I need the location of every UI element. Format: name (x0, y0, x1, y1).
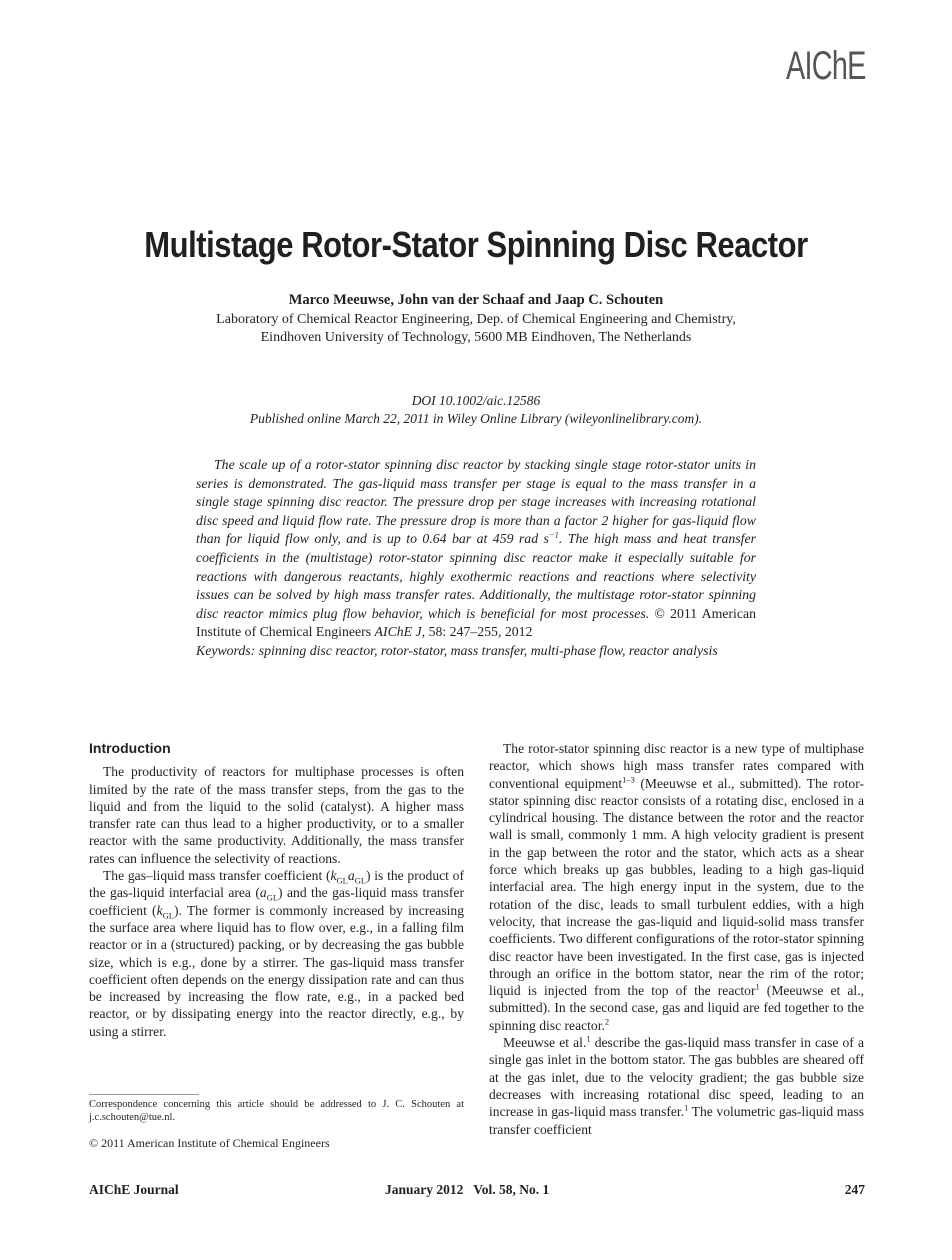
published-online-line: Published online March 22, 2011 in Wiley Online Library (wileyonlinelibrary.com). (249, 411, 703, 426)
right-p2-text-a: Meeuwse et al. (503, 1035, 587, 1051)
right-p2-text-b: describe the gas-liquid mass transfer in case of a single gas inlet in the bottom stator. The gas bubbles are sheared off at the gas inlet, due to the velocity gradient; the gas bubble size decreases with increasing rotational disc speed, leading to an increase in gas-liquid mass transfer. (489, 1035, 864, 1120)
subscript-gl: GL (354, 875, 367, 886)
right-p1-text-b: (Meeuwse et al., submitted). The rotor-stator spinning disc reactor consists of a rotating disc, enclosed in a cylindrical housing. The distance between the rotor and the reactor wall is small, commonly 1 mm. A high velocity gradient is present in the gap between the rotor and the stator, which acts as a shear force which breaks up gas bubbles, leading to a high gas-liquid interfacial area. The high energy input in the system, due to the rotation of the disc, leads to small turbulent eddies, with a high velocity, that increase the gas-liquid and liquid-solid mass transfer coefficients. Two different configurations of the rotor-stator spinning disc reactor have been investigated. In the first case, gas is injected through an orifice in the bottom stator, near the rim of the rotor; liquid is injected from the top of the reactor (489, 775, 864, 999)
abstract-journal-ref: AIChE J (374, 624, 422, 640)
right-p1-text-a: The rotor-stator spinning disc reactor is a new type of multiphase reactor, which shows high mass transfer rates compared with conventional equipment (489, 741, 864, 791)
right-p2-text-c: The volumetric gas-liquid mass transfer coefficient (489, 1104, 864, 1137)
citation-superscript: 1 (755, 981, 760, 992)
left-column (89, 740, 464, 1040)
author-list: Marco Meeuwse, John van der Schaaf and Jaap C. Schouten (288, 292, 664, 308)
subscript-gl: GL (162, 910, 174, 921)
copyright-notice: © 2011 American Institute of Chemical Engineers (89, 1136, 330, 1150)
abstract-text (196, 456, 756, 642)
affiliation-line-1: Laboratory of Chemical Reactor Engineering, Dep. of Chemical Engineering and Chemistry, (216, 312, 736, 327)
right-paragraph-1 (489, 740, 864, 1034)
abstract-exponent: −1 (548, 529, 559, 540)
symbol-k: k (156, 902, 163, 918)
citation-superscript: 2 (604, 1016, 610, 1027)
right-column (489, 740, 864, 1138)
intro-paragraph-1: The productivity of reactors for multiphase processes is often limited by the rate of the mass transfer steps, from the gas to the liquid and from the liquid to the solid (catalyst). A higher mass transfer rate can thus lead to a higher productivity, or to a smaller reactor with the same productivity. Additionally, the mass transfer rates can influence the selectivity of reactions. (89, 764, 464, 866)
abstract (196, 456, 756, 661)
symbol-k: k (330, 868, 337, 884)
footer-journal-name: AIChE Journal (89, 1182, 179, 1197)
affiliation-line-2: Eindhoven University of Technology, 5600 MB Eindhoven, The Netherlands (260, 330, 692, 345)
article-title: Multistage Rotor-Stator Spinning Disc Reactor (144, 224, 808, 265)
section-heading-introduction: Introduction (89, 740, 171, 756)
footnote-divider (89, 1094, 199, 1095)
abstract-copyright: © 2011 American Institute of Chemical Engineers (196, 605, 757, 640)
intro-p2-text-b: ) is the product of the gas-liquid interfacial area ( (89, 868, 464, 901)
keywords: Keywords: spinning disc reactor, rotor-stator, mass transfer, multi-phase flow, reactor analysis (196, 642, 718, 658)
intro-p2-text-c: ) and the gas-liquid mass transfer coefficient ( (89, 885, 464, 918)
footer-issue: January 2012 Vol. 58, No. 1 (385, 1182, 550, 1197)
correspondence-footnote: Correspondence concerning this article should be addressed to J. C. Schouten at j.c.schouten@tue.nl. (89, 1099, 464, 1123)
doi-line: DOI 10.1002/aic.12586 (411, 393, 541, 408)
citation-superscript: 1 (586, 1033, 591, 1044)
right-paragraph-2 (489, 1034, 864, 1138)
subscript-gl: GL (266, 893, 279, 904)
intro-paragraph-2 (89, 867, 464, 1040)
abstract-text-part2: . The high mass and heat transfer coefficients in the (multistage) rotor-stator spinning disc reactor make it especially suitable for reactions with dangerous reactants, highly exothermic reactions and reactions where selectivity issues can be solved by high mass transfer rates. Additionally, the multistage rotor-stator spinning disc reactor mimics plug flow behavior, which is beneficial for most processes. (196, 531, 756, 621)
abstract-citation: , 58: 247–255, 2012 (421, 624, 533, 640)
footer-page-number: 247 (844, 1182, 865, 1197)
symbol-a: a (259, 885, 267, 901)
right-p1-text-c: (Meeuwse et al., submitted). In the second case, gas and liquid are fed together to the spinning disc reactor. (489, 983, 864, 1033)
intro-p2-text-d: ). The former is commonly increased by increasing the surface area where liquid has to flow over, e.g., in a falling film reactor or in a (structured) packing, or by decreasing the gas bubble size, which is e.g., done by a stirrer. The gas-liquid mass transfer coefficient often depends on the energy dissipation rate and can thus be increased by increasing the flow rate, e.g., in a packed bed reactor, or by dissipating energy into the reactor directly, e.g., by using a stirrer. (89, 902, 465, 1039)
citation-superscript: 1 (684, 1102, 689, 1113)
intro-p2-text-a: The gas–liquid mass transfer coefficient ( (103, 868, 331, 884)
subscript-gl: GL (336, 875, 348, 886)
citation-superscript: 1–3 (622, 774, 635, 785)
publication-info (0, 392, 952, 428)
affiliation (0, 311, 952, 347)
abstract-text-part1: The scale up of a rotor-stator spinning disc reactor by stacking single stage rotor-stator units in series is demonstrated. The gas-liquid mass transfer per stage is equal to the mass transfer in a single stage spinning disc reactor. The pressure drop per stage increases with increasing rotational disc speed and liquid flow rate. The pressure drop is more than a factor 2 higher for gas-liquid flow than for liquid flow only, and is up to 0.64 bar at 459 rad s (196, 457, 756, 547)
aiche-logo: AIChE (786, 44, 866, 88)
symbol-a: a (347, 868, 355, 884)
